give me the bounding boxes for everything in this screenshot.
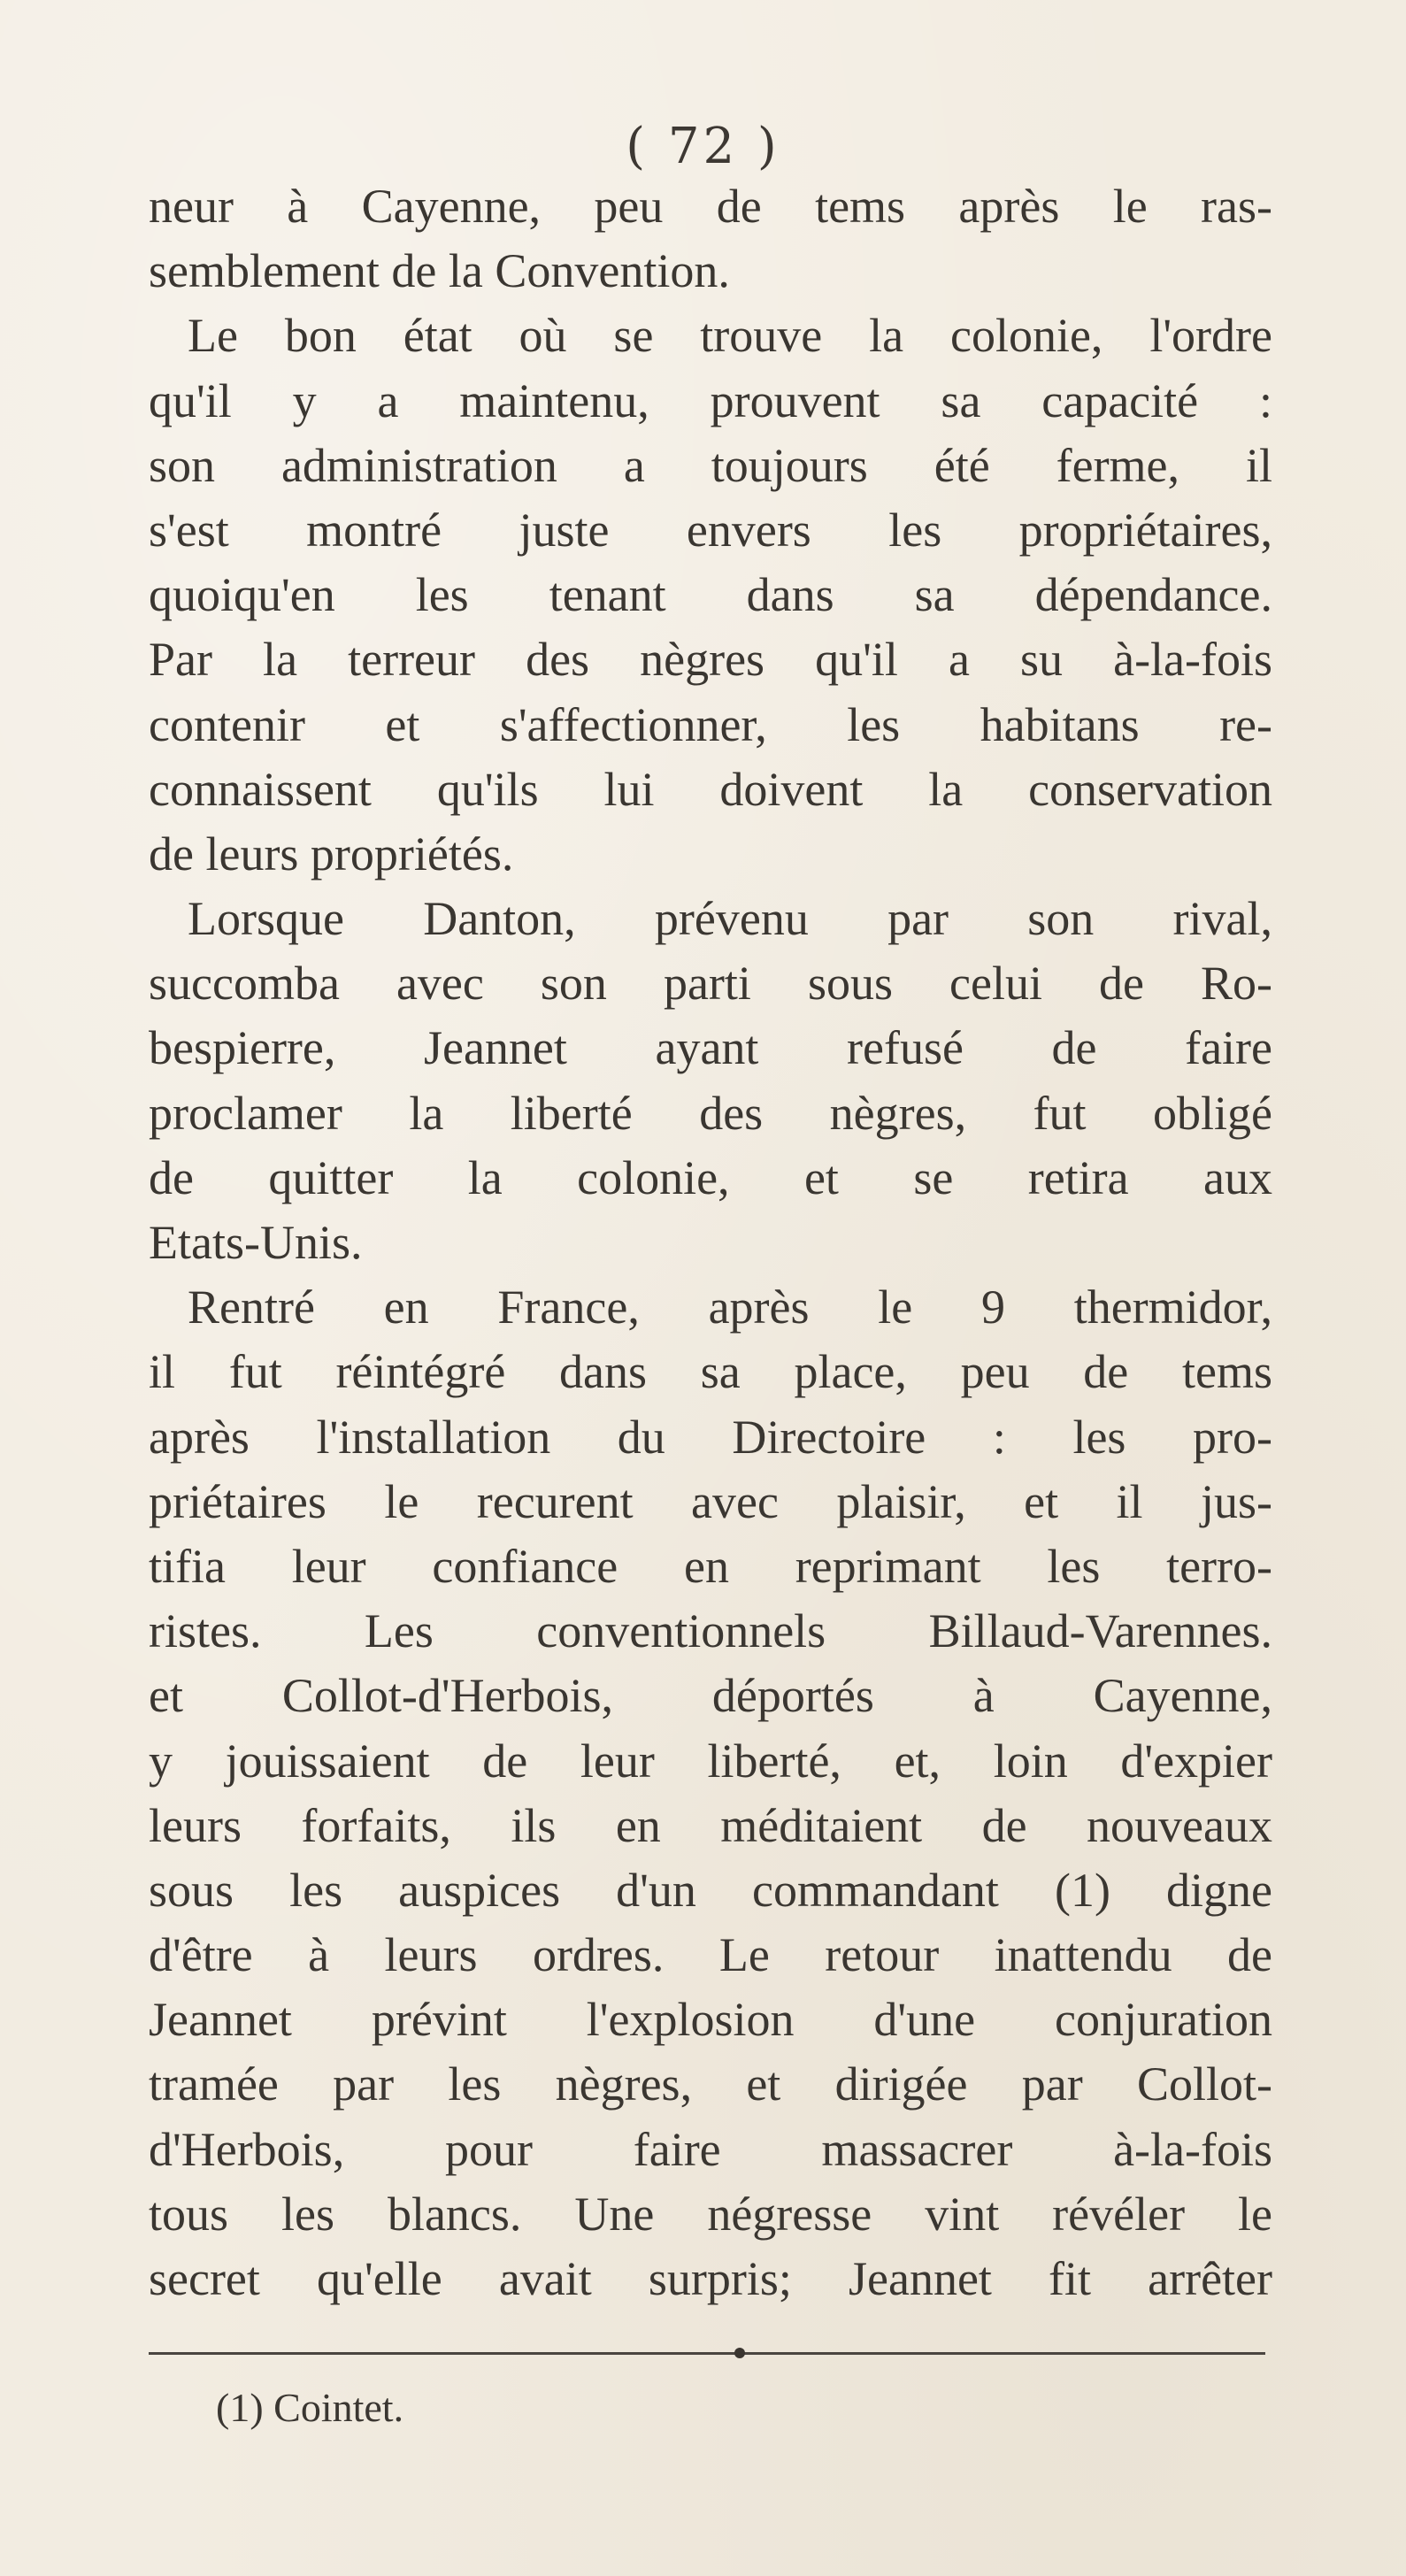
text-line: bespierre, Jeannet ayant refusé de faire xyxy=(149,1021,1272,1075)
text-line: Jeannet prévint l'explosion d'une conjuration xyxy=(149,1993,1272,2047)
text-line: connaissent qu'ils lui doivent la conservation xyxy=(149,762,1272,816)
text-line: son administration a toujours été ferme, il xyxy=(149,438,1272,492)
text-line: ristes. Les conventionnels Billaud-Varennes. xyxy=(149,1604,1272,1658)
text-line: leurs forfaits, ils en méditaient de nouveaux xyxy=(149,1798,1272,1852)
text-line: proclamer la liberté des nègres, fut obligé xyxy=(149,1086,1272,1140)
text-line: Rentré en France, après le 9 thermidor, xyxy=(188,1280,1272,1334)
footnote: (1) Cointet. xyxy=(216,2385,404,2430)
text-line: et Collot-d'Herbois, déportés à Cayenne, xyxy=(149,1669,1272,1723)
text-line: qu'il y a maintenu, prouvent sa capacité : xyxy=(149,373,1272,427)
text-line: Etats-Unis. xyxy=(149,1216,363,1269)
text-line: secret qu'elle avait surpris; Jeannet fit arrêter xyxy=(149,2252,1272,2305)
text-line: tramée par les nègres, et dirigée par Collot- xyxy=(149,2057,1272,2111)
text-line: après l'installation du Directoire : les pro- xyxy=(149,1410,1272,1464)
text-line: de leurs propriétés. xyxy=(149,827,514,880)
text-line: succomba avec son parti sous celui de Ro- xyxy=(149,957,1272,1011)
text-line: semblement de la Convention. xyxy=(149,244,730,298)
divider-ornament xyxy=(734,2348,745,2358)
text-line: sous les auspices d'un commandant (1) digne xyxy=(149,1863,1272,1917)
text-line: d'être à leurs ordres. Le retour inattendu de xyxy=(149,1928,1272,1982)
text-line: d'Herbois, pour faire massacrer à-la-fois xyxy=(149,2122,1272,2176)
text-line: tous les blancs. Une négresse vint révéler le xyxy=(149,2187,1272,2241)
text-line: y jouissaient de leur liberté, et, loin d'expier xyxy=(149,1734,1272,1788)
text-line: il fut réintégré dans sa place, peu de tems xyxy=(149,1345,1272,1399)
text-line: quoiqu'en les tenant dans sa dépendance. xyxy=(149,568,1272,622)
text-line: Lorsque Danton, prévenu par son rival, xyxy=(188,892,1272,946)
footnote-divider xyxy=(149,2352,1265,2355)
text-line: s'est montré juste envers les propriétaires, xyxy=(149,503,1272,557)
text-line: priétaires le recurent avec plaisir, et il jus- xyxy=(149,1474,1272,1528)
page-number: ( 72 ) xyxy=(626,118,780,175)
text-line: de quitter la colonie, et se retira aux xyxy=(149,1150,1272,1204)
text-line: neur à Cayenne, peu de tems après le ras- xyxy=(149,180,1272,233)
text-line: contenir et s'affectionner, les habitans re- xyxy=(149,697,1272,751)
body-text xyxy=(149,174,1272,2311)
text-line: Par la terreur des nègres qu'il a su à-la-fois xyxy=(149,633,1272,687)
text-line: Le bon état où se trouve la colonie, l'ordre xyxy=(188,309,1272,363)
text-line: tifia leur confiance en reprimant les terro- xyxy=(149,1539,1272,1593)
